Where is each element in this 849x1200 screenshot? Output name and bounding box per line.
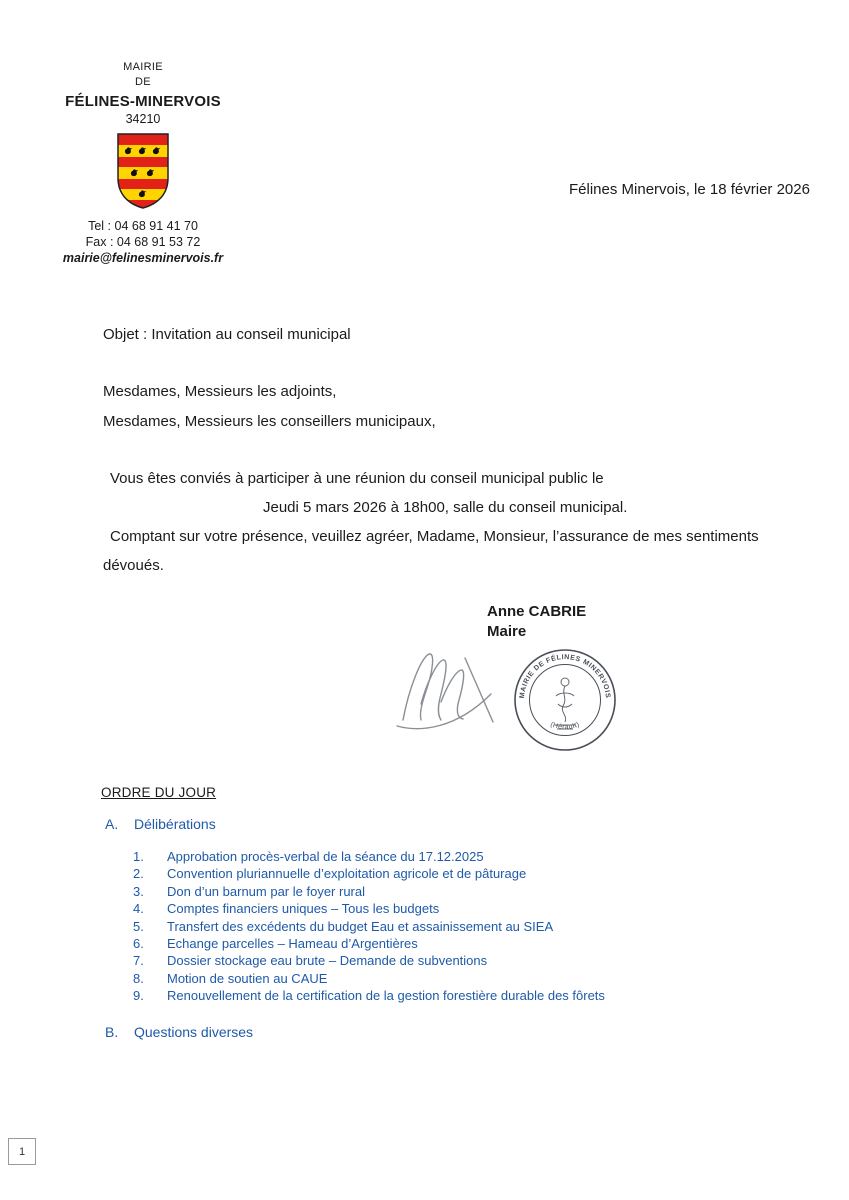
letterhead-commune-name: FÉLINES-MINERVOIS xyxy=(65,93,221,110)
letterhead-de: DE xyxy=(135,76,151,88)
agenda-item-text: Dossier stockage eau brute – Demande de subventions xyxy=(167,953,488,969)
salutation-adjoints: Mesdames, Messieurs les adjoints, xyxy=(103,383,337,400)
agenda-section-b-label: Questions diverses xyxy=(134,1024,254,1040)
signer-name: Anne CABRIE xyxy=(487,603,587,620)
stamp-bottom-text: (Hérault) xyxy=(549,721,581,732)
letterhead-fax: Fax : 04 68 91 53 72 xyxy=(85,235,201,249)
svg-text:MAIRIE DE FÉLINES MINERVOIS xyxy=(519,653,611,699)
agenda-section-b-letter: B. xyxy=(105,1024,119,1040)
agenda-item xyxy=(133,953,605,970)
agenda-item xyxy=(133,988,605,1005)
date-line: Félines Minervois, le 18 février 2026 xyxy=(569,181,810,198)
stamp-center-emblem xyxy=(555,678,575,729)
body-invitation-line: Vous êtes conviés à participer à une réunion du conseil municipal public le xyxy=(110,470,604,487)
agenda-item xyxy=(133,884,605,901)
letterhead-tel: Tel : 04 68 91 41 70 xyxy=(88,219,198,233)
agenda-item-text: Renouvellement de la certification de la gestion forestière durable des fôrets xyxy=(167,988,605,1004)
agenda-item-text: Approbation procès-verbal de la séance du 17.12.2025 xyxy=(167,849,484,864)
agenda-item xyxy=(133,919,605,936)
agenda-section-a-letter: A. xyxy=(105,816,119,832)
coat-of-arms-icon xyxy=(116,132,170,211)
agenda-item-number: 9. xyxy=(133,988,144,1004)
agenda-item-number: 8. xyxy=(133,970,144,986)
agenda-item-text: Convention pluriannuelle d’exploitation agricole et de pâturage xyxy=(167,866,527,882)
body-closing-line1: Comptant sur votre présence, veuillez agréer, Madame, Monsieur, l’assurance de mes sentiments xyxy=(110,528,759,545)
official-stamp xyxy=(513,648,617,752)
body-meeting-datetime: Jeudi 5 mars 2026 à 18h00, salle du conseil municipal. xyxy=(263,499,628,516)
page-number-box xyxy=(8,1138,36,1165)
agenda-item xyxy=(133,971,605,988)
agenda-section-a xyxy=(105,816,216,832)
agenda-title: ORDRE DU JOUR xyxy=(101,785,217,800)
letterhead xyxy=(43,60,243,265)
subject-line: Objet : Invitation au conseil municipal xyxy=(103,326,351,343)
agenda-item-text: Motion de soutien au CAUE xyxy=(167,970,328,986)
agenda-section-a-label: Délibérations xyxy=(134,816,216,832)
agenda-item-text: Echange parcelles – Hameau d’Argentières xyxy=(167,935,418,951)
agenda-item-number: 4. xyxy=(133,901,144,917)
svg-text:(Hérault) xyxy=(549,721,581,731)
stamp-top-text: MAIRIE DE FÉLINES MINERVOIS xyxy=(518,654,612,699)
letterhead-email: mairie@felinesminervois.fr xyxy=(62,251,224,265)
agenda-item-text: Don d’un barnum par le foyer rural xyxy=(167,883,365,899)
signature-block xyxy=(487,602,586,642)
agenda-item-number: 2. xyxy=(133,866,144,882)
letterhead-mairie: MAIRIE xyxy=(123,61,163,73)
agenda-section-b xyxy=(105,1024,253,1040)
agenda-item xyxy=(133,866,605,883)
agenda-items-list xyxy=(133,849,605,1006)
agenda-item-number: 6. xyxy=(133,935,144,951)
agenda-item-number: 3. xyxy=(133,883,144,899)
agenda-item xyxy=(133,849,605,866)
handwritten-signature xyxy=(395,642,505,737)
page-number: 1 xyxy=(18,1145,26,1158)
agenda-item-text: Transfert des excédents du budget Eau et assainissement au SIEA xyxy=(167,918,554,934)
body-closing-line2: dévoués. xyxy=(103,557,164,574)
salutation-conseillers: Mesdames, Messieurs les conseillers municipaux, xyxy=(103,413,436,430)
agenda-item-number: 1. xyxy=(133,849,144,864)
agenda-item xyxy=(133,936,605,953)
signer-title: Maire xyxy=(487,623,527,640)
letterhead-postal-code: 34210 xyxy=(125,112,161,126)
agenda-item-text: Comptes financiers uniques – Tous les budgets xyxy=(167,901,440,917)
agenda-item xyxy=(133,901,605,918)
agenda-item-number: 7. xyxy=(133,953,144,969)
agenda-item-number: 5. xyxy=(133,918,144,934)
